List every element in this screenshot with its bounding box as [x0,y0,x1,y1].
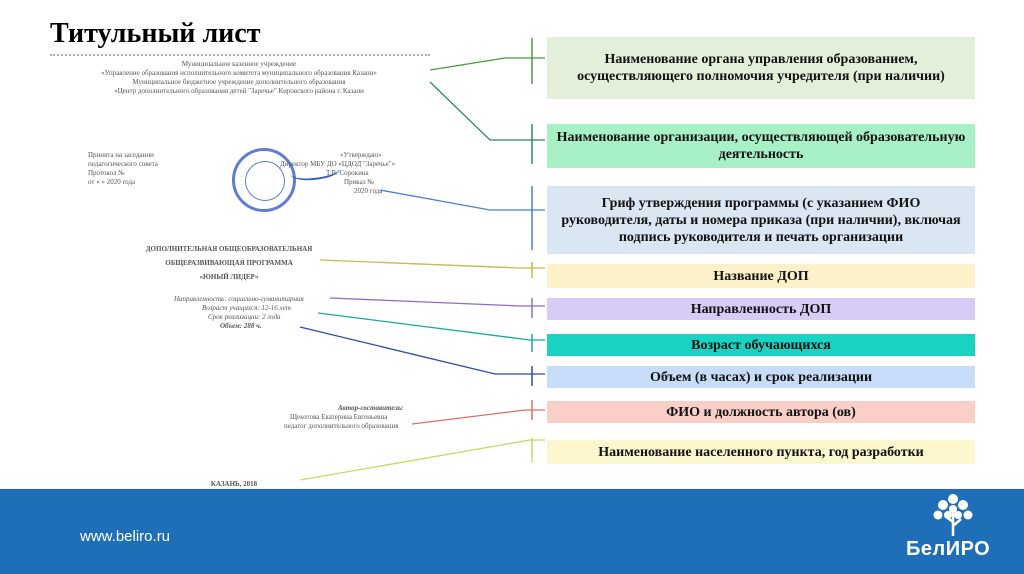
connector-line-3 [380,190,545,210]
connector-line-2 [430,82,545,140]
label-student-age: Возраст обучающихся [547,334,975,356]
footer-website-link[interactable]: www.beliro.ru [80,528,171,545]
doc-approved-line-2: Директор МБУ ДО «ЦДОД "Заречье"» [280,160,396,168]
doc-detail-direction: Направленность: социально-гуманитарная [174,295,304,303]
label-approval-stamp: Гриф утверждения программы (с указанием ФИО руководителя, даты и номера приказа (при наличии), включая подпись руководителя и печать организации [547,186,975,254]
connector-line-6 [318,313,545,340]
logo-text: БелИРО [906,538,991,560]
label-program-name: Название ДОП [547,264,975,288]
doc-author-caption: Автор-составитель: [338,404,404,412]
doc-accepted-line-4: от « » 2020 года [88,178,136,186]
connector-line-1 [430,58,545,70]
doc-author-position: педагог дополнительного образования [284,422,399,430]
doc-approved-line-3: Т.В. Сорокина [326,169,369,177]
connector-line-4 [320,260,545,268]
connector-line-8 [412,410,545,424]
doc-detail-term: Срок реализации: 2 года [208,313,281,321]
doc-program-title-2: ОБЩЕРАЗВИВАЮЩАЯ ПРОГРАММА [165,259,293,267]
doc-header-line-4: «Центр дополнительного образования детей "Заречье" Кировского района г. Казани [114,87,364,95]
doc-approved-line-5: 2020 года [354,187,383,195]
doc-program-title-1: ДОПОЛНИТЕЛЬНАЯ ОБЩЕОБРАЗОВАТЕЛЬНАЯ [145,245,313,253]
label-organization-name: Наименование организации, осуществляющей образовательную деятельность [547,124,975,168]
doc-detail-volume: Объем: 288 ч. [220,322,262,330]
connector-line-7 [300,327,545,374]
doc-author-name: Щекотова Екатерина Евгеньевна [290,413,388,421]
label-program-direction: Направленность ДОП [547,298,975,320]
slide-title: Титульный лист [50,18,261,49]
doc-approved-line-1: «Утверждаю» [340,151,382,159]
doc-header-line-2: «Управление образования исполнительного комитета муниципального образования Казани» [101,69,377,77]
doc-detail-age: Возраст учащихся: 12-16 лет [202,304,291,312]
tree-logo-icon [930,492,976,536]
doc-program-title-3: «ЮНЫЙ ЛИДЕР» [199,273,259,281]
doc-approved-line-4: Приказ № [344,178,374,186]
doc-accepted-line-2: педагогического совета [88,160,158,168]
doc-city-year: КАЗАНЬ, 2018 [210,480,258,488]
label-city-year: Наименование населенного пункта, год разработки [547,440,975,464]
doc-header-line-3: Муниципальное бюджетное учреждение дополнительного образования [132,78,346,86]
connector-line-9 [300,440,545,480]
label-author: ФИО и должность автора (ов) [547,401,975,423]
label-volume-term: Объем (в часах) и срок реализации [547,366,975,388]
doc-header-line-1: Муниципальное казенное учреждение [181,60,297,68]
connector-line-5 [330,298,545,306]
doc-accepted-line-1: Принята на заседании [88,151,154,159]
label-founder-authority: Наименование органа управления образованием, осуществляющего полномочия учредителя (при наличии) [547,37,975,99]
doc-accepted-line-3: Протокол № [88,169,125,177]
